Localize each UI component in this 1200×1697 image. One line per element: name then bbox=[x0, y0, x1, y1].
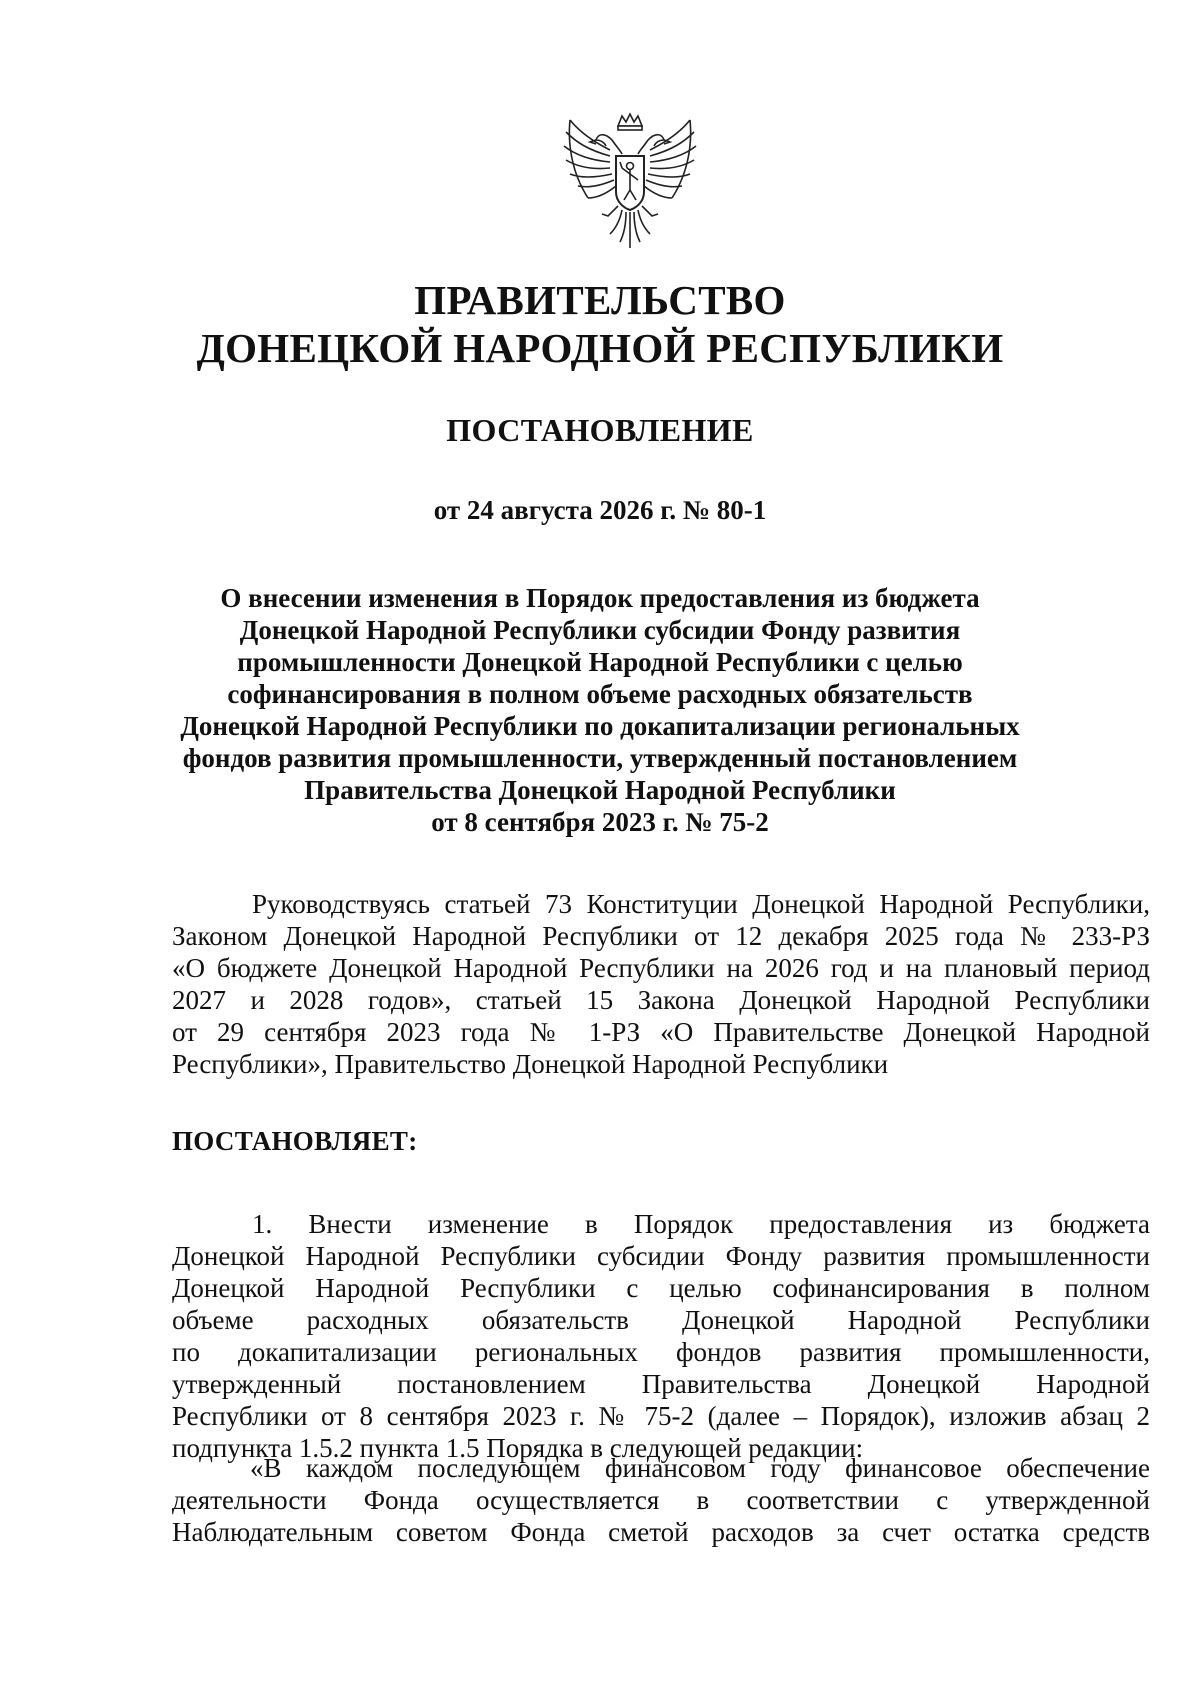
item-1-line: 1. Внести изменение в Порядок предоставления из бюджета bbox=[252, 1209, 1150, 1239]
item-1-line: Донецкой Народной Республики с целью софинансирования в полном bbox=[172, 1273, 1150, 1303]
subject-line: софинансирования в полном объеме расходных обязательств bbox=[227, 679, 973, 709]
coat-of-arms-emblem bbox=[560, 110, 700, 258]
preamble-line: 2027 и 2028 годов», статьей 15 Закона Донецкой Народной Республики bbox=[172, 985, 1150, 1015]
subject-line: Донецкой Народной Республики по докапитализации региональных bbox=[180, 711, 1020, 741]
item-1-line: Донецкой Народной Республики субсидии Фонду развития промышленности bbox=[172, 1241, 1150, 1271]
preamble-line: «О бюджете Донецкой Народной Республики на 2026 год и на плановый период bbox=[172, 953, 1150, 983]
quote-line: «В каждом последующем финансовом году финансовое обеспечение bbox=[250, 1453, 1150, 1483]
government-title-line2: ДОНЕЦКОЙ НАРОДНОЙ РЕСПУБЛИКИ bbox=[196, 325, 1004, 371]
subject-line: Донецкой Народной Республики субсидии Фонду развития bbox=[239, 615, 961, 645]
item-1-line: объеме расходных обязательств Донецкой Народной Республики bbox=[172, 1305, 1150, 1335]
quote-line: деятельности Фонда осуществляется в соответствии с утвержденной bbox=[172, 1485, 1150, 1515]
subject-line: фондов развития промышленности, утвержденный постановлением bbox=[182, 743, 1018, 773]
government-title-line1: ПРАВИТЕЛЬСТВО bbox=[414, 277, 786, 323]
preamble-line: Руководствуясь статьей 73 Конституции Донецкой Народной Республики, bbox=[252, 889, 1150, 919]
subject-line: от 8 сентября 2023 г. № 75-2 bbox=[431, 807, 769, 837]
document-subject bbox=[160, 582, 1040, 838]
item-1-line: подпункта 1.5.2 пункта 1.5 Порядка в следующей редакции: bbox=[172, 1433, 864, 1463]
item-1-line: утвержденный постановлением Правительства Донецкой Народной bbox=[172, 1369, 1150, 1399]
preamble-line: Республики», Правительство Донецкой Народной Республики bbox=[172, 1049, 889, 1079]
document-type: ПОСТАНОВЛЕНИЕ bbox=[446, 412, 754, 448]
quote-paragraph bbox=[172, 1452, 1150, 1548]
item-1-line: Республики от 8 сентября 2023 г. № 75-2 (далее – Порядок), изложив абзац 2 bbox=[172, 1401, 1150, 1431]
preamble-line: от 29 сентября 2023 года № 1-РЗ «О Правительстве Донецкой Народной bbox=[172, 1017, 1150, 1047]
preamble-paragraph bbox=[172, 888, 1150, 1080]
quote-line: Наблюдательным советом Фонда сметой расходов за счет остатка средств bbox=[172, 1517, 1150, 1547]
item-1-line: по докапитализации региональных фондов развития промышленности, bbox=[172, 1337, 1150, 1367]
item-1-paragraph bbox=[172, 1208, 1150, 1464]
preamble-line: Законом Донецкой Народной Республики от 12 декабря 2025 года № 233-РЗ bbox=[172, 921, 1150, 951]
document-date-number: от 24 августа 2026 г. № 80-1 bbox=[433, 495, 767, 525]
subject-line: промышленности Донецкой Народной Республики с целью bbox=[237, 647, 963, 677]
subject-line: Правительства Донецкой Народной Республики bbox=[304, 775, 896, 805]
subject-line: О внесении изменения в Порядок предоставления из бюджета bbox=[220, 583, 980, 613]
resolves-heading: ПОСТАНОВЛЯЕТ: bbox=[172, 1126, 418, 1156]
